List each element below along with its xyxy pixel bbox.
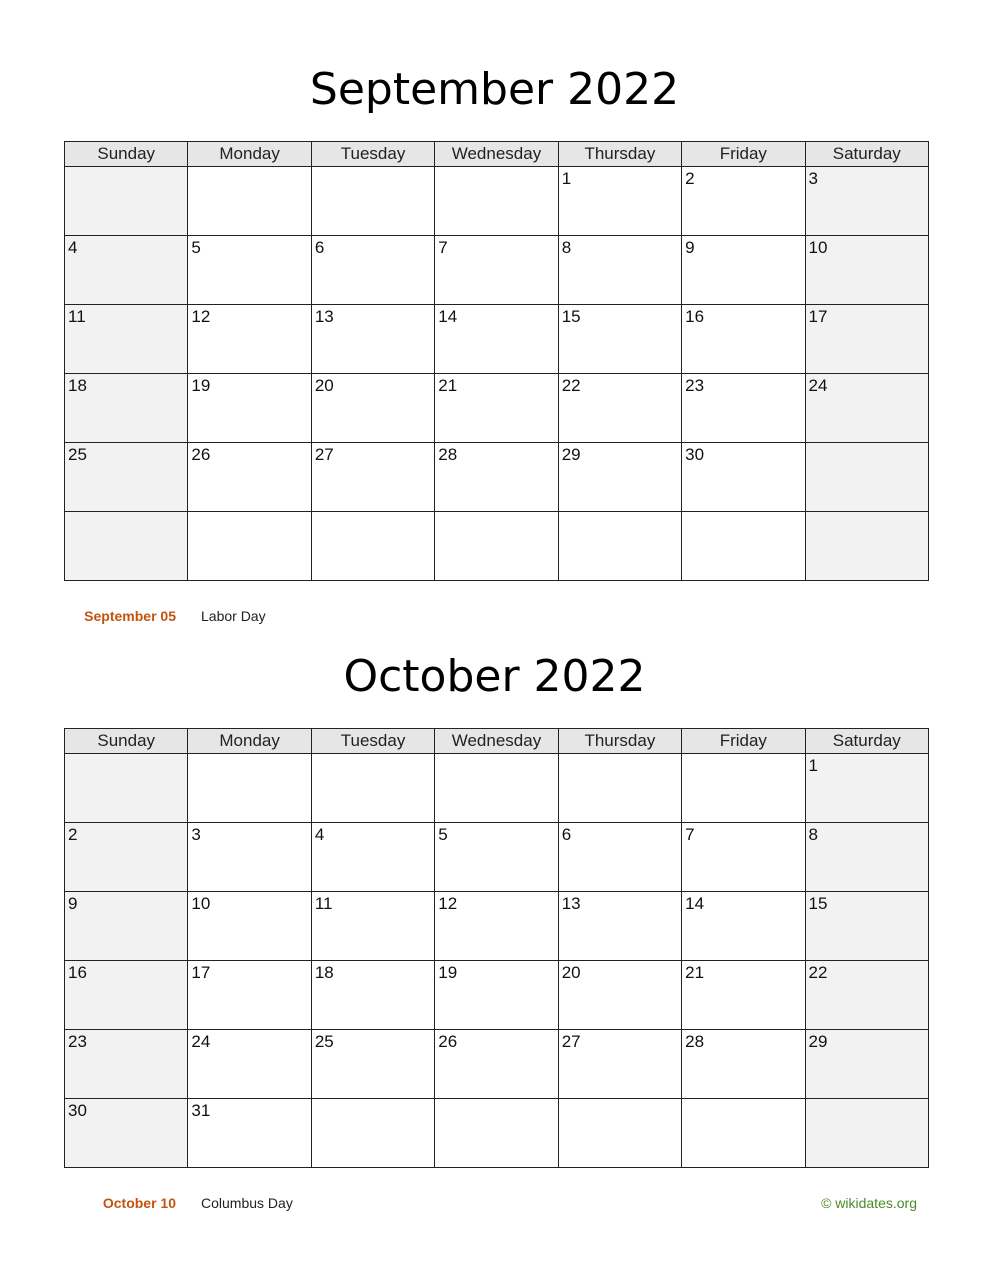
day-number: 20	[561, 963, 581, 982]
weekday-header: Thursday	[558, 142, 681, 167]
week-row	[65, 823, 929, 892]
day-cell	[682, 754, 805, 823]
day-number: 5	[438, 825, 448, 844]
day-number: 30	[68, 1101, 87, 1120]
day-cell	[188, 1099, 311, 1168]
week-row	[65, 1099, 929, 1168]
day-cell	[188, 305, 311, 374]
day-cell	[682, 1030, 805, 1099]
day-number: 21	[685, 963, 705, 982]
day-number: 19	[191, 376, 211, 395]
day-number: 19	[438, 963, 458, 982]
weekday-header: Thursday	[558, 729, 681, 754]
day-cell	[558, 892, 681, 961]
day-number: 15	[808, 894, 828, 913]
month-title: September 2022	[309, 64, 680, 115]
weekday-header: Friday	[682, 142, 805, 167]
day-cell	[558, 236, 681, 305]
day-cell	[435, 892, 558, 961]
day-number: 2	[68, 825, 78, 844]
day-cell	[805, 1099, 928, 1168]
day-number: 11	[68, 307, 86, 326]
day-cell	[682, 443, 805, 512]
day-number: 25	[68, 445, 87, 464]
day-cell	[188, 823, 311, 892]
day-number: 9	[68, 894, 78, 913]
day-cell	[558, 512, 681, 581]
day-cell	[188, 892, 311, 961]
day-number	[188, 512, 310, 515]
day-number: 2	[685, 169, 695, 188]
day-number	[435, 512, 557, 515]
day-number: 6	[314, 238, 325, 257]
day-number: 6	[561, 825, 572, 844]
day-cell	[558, 961, 681, 1030]
day-number: 18	[314, 963, 334, 982]
day-cell	[311, 961, 434, 1030]
day-cell	[311, 1099, 434, 1168]
day-cell	[435, 823, 558, 892]
day-number: 28	[685, 1032, 705, 1051]
day-cell	[435, 374, 558, 443]
day-number: 3	[191, 825, 201, 844]
weekday-header: Sunday	[65, 729, 188, 754]
week-row	[65, 167, 929, 236]
day-cell	[805, 305, 928, 374]
day-number: 14	[685, 894, 705, 913]
day-cell	[65, 961, 188, 1030]
day-cell	[558, 1099, 681, 1168]
day-cell	[65, 236, 188, 305]
day-number: 4	[68, 238, 78, 257]
day-cell	[558, 305, 681, 374]
day-cell	[682, 823, 805, 892]
day-cell	[65, 167, 188, 236]
day-number: 8	[808, 825, 818, 844]
day-cell	[805, 374, 928, 443]
day-number	[806, 443, 928, 446]
day-cell	[558, 167, 681, 236]
day-cell	[65, 1099, 188, 1168]
day-cell	[311, 443, 434, 512]
day-cell	[188, 167, 311, 236]
day-cell	[188, 1030, 311, 1099]
day-cell	[65, 374, 188, 443]
day-number: 22	[808, 963, 828, 982]
day-number	[559, 512, 681, 515]
day-number	[435, 167, 557, 170]
day-number: 25	[314, 1032, 334, 1051]
month-title: October 2022	[343, 651, 646, 702]
day-number: 26	[191, 445, 211, 464]
day-cell	[435, 236, 558, 305]
day-cell	[682, 167, 805, 236]
day-cell	[558, 443, 681, 512]
holiday-name: Labor Day	[201, 608, 266, 624]
day-number: 30	[685, 445, 705, 464]
day-number: 16	[685, 307, 705, 326]
week-row	[65, 892, 929, 961]
week-row	[65, 443, 929, 512]
day-number	[682, 754, 804, 757]
day-number	[435, 754, 557, 757]
day-cell	[805, 823, 928, 892]
day-number: 12	[438, 894, 458, 913]
week-row	[65, 305, 929, 374]
day-number	[188, 167, 310, 170]
day-cell	[805, 512, 928, 581]
day-cell	[435, 754, 558, 823]
day-number	[806, 1099, 928, 1102]
weekday-header-row	[65, 142, 929, 167]
day-number: 28	[438, 445, 458, 464]
day-number	[559, 1099, 681, 1102]
day-number	[65, 167, 187, 170]
holiday-date: September 05	[84, 608, 176, 624]
day-number: 24	[191, 1032, 211, 1051]
day-number: 17	[191, 963, 211, 982]
day-cell	[188, 961, 311, 1030]
day-number	[806, 512, 928, 515]
day-cell	[65, 823, 188, 892]
weekday-header: Saturday	[805, 729, 928, 754]
day-cell	[435, 1030, 558, 1099]
day-cell	[65, 1030, 188, 1099]
week-row	[65, 374, 929, 443]
day-number: 10	[191, 894, 211, 913]
holiday-entry	[0, 608, 980, 626]
weekday-header: Monday	[188, 142, 311, 167]
day-number	[435, 1099, 557, 1102]
weekday-header: Tuesday	[311, 729, 434, 754]
weekday-header: Wednesday	[435, 729, 558, 754]
day-cell	[435, 1099, 558, 1168]
day-cell	[65, 512, 188, 581]
day-number: 26	[438, 1032, 458, 1051]
day-cell	[558, 374, 681, 443]
weekday-header: Sunday	[65, 142, 188, 167]
day-cell	[558, 823, 681, 892]
calendar-grid	[64, 728, 929, 1168]
day-cell	[805, 236, 928, 305]
day-number: 4	[314, 825, 325, 844]
day-cell	[311, 305, 434, 374]
day-number	[559, 754, 681, 757]
day-number: 13	[314, 307, 334, 326]
day-number: 20	[314, 376, 334, 395]
day-cell	[65, 305, 188, 374]
day-number: 29	[808, 1032, 828, 1051]
day-number: 1	[808, 756, 818, 775]
day-cell	[682, 892, 805, 961]
day-number	[312, 167, 434, 170]
day-cell	[435, 512, 558, 581]
day-number: 14	[438, 307, 458, 326]
day-number: 1	[561, 169, 572, 188]
day-cell	[805, 167, 928, 236]
day-cell	[805, 961, 928, 1030]
day-number: 9	[685, 238, 695, 257]
day-number	[682, 1099, 804, 1102]
day-number: 21	[438, 376, 458, 395]
day-number: 13	[561, 894, 581, 913]
day-cell	[805, 754, 928, 823]
site-credit[interactable]: © wikidates.org	[821, 1195, 917, 1211]
day-number: 27	[561, 1032, 581, 1051]
day-number: 12	[191, 307, 211, 326]
day-number: 29	[561, 445, 581, 464]
day-cell	[558, 754, 681, 823]
day-number: 3	[808, 169, 818, 188]
day-cell	[188, 236, 311, 305]
day-cell	[311, 892, 434, 961]
weekday-header-row	[65, 729, 929, 754]
week-row	[65, 512, 929, 581]
calendar-grid	[64, 141, 929, 581]
day-number: 10	[808, 238, 828, 257]
day-number	[682, 512, 804, 515]
day-number: 31	[191, 1101, 211, 1120]
day-cell	[435, 167, 558, 236]
day-cell	[805, 892, 928, 961]
day-number: 16	[68, 963, 87, 982]
holiday-name: Columbus Day	[201, 1195, 293, 1211]
day-cell	[311, 374, 434, 443]
day-cell	[311, 1030, 434, 1099]
day-number: 27	[314, 445, 334, 464]
day-number	[188, 754, 310, 757]
day-cell	[65, 443, 188, 512]
day-number: 23	[68, 1032, 87, 1051]
day-cell	[188, 443, 311, 512]
day-number: 23	[685, 376, 705, 395]
day-cell	[311, 754, 434, 823]
day-number: 7	[438, 238, 448, 257]
week-row	[65, 1030, 929, 1099]
day-number: 11	[314, 894, 333, 913]
weekday-header: Saturday	[805, 142, 928, 167]
day-number: 22	[561, 376, 581, 395]
day-number	[65, 512, 187, 515]
day-cell	[65, 892, 188, 961]
day-cell	[188, 374, 311, 443]
weekday-header: Monday	[188, 729, 311, 754]
day-number: 15	[561, 307, 581, 326]
weekday-header: Friday	[682, 729, 805, 754]
week-row	[65, 754, 929, 823]
day-cell	[805, 443, 928, 512]
holiday-date: October 10	[102, 1195, 176, 1211]
day-cell	[682, 374, 805, 443]
day-cell	[435, 305, 558, 374]
day-number: 7	[685, 825, 695, 844]
day-number	[312, 1099, 434, 1102]
day-number	[65, 754, 187, 757]
weekday-header: Tuesday	[311, 142, 434, 167]
day-cell	[682, 512, 805, 581]
day-number: 17	[808, 307, 828, 326]
day-cell	[682, 961, 805, 1030]
day-cell	[311, 236, 434, 305]
day-number	[312, 754, 434, 757]
day-number: 24	[808, 376, 828, 395]
day-number	[312, 512, 434, 515]
weekday-header: Wednesday	[435, 142, 558, 167]
day-cell	[805, 1030, 928, 1099]
day-cell	[311, 823, 434, 892]
week-row	[65, 961, 929, 1030]
day-cell	[682, 1099, 805, 1168]
day-cell	[435, 443, 558, 512]
day-cell	[435, 961, 558, 1030]
day-cell	[311, 167, 434, 236]
day-number: 18	[68, 376, 87, 395]
day-cell	[188, 512, 311, 581]
day-cell	[311, 512, 434, 581]
day-cell	[558, 1030, 681, 1099]
day-cell	[188, 754, 311, 823]
day-cell	[682, 305, 805, 374]
week-row	[65, 236, 929, 305]
day-number: 5	[191, 238, 201, 257]
day-cell	[65, 754, 188, 823]
day-cell	[682, 236, 805, 305]
day-number: 8	[561, 238, 572, 257]
